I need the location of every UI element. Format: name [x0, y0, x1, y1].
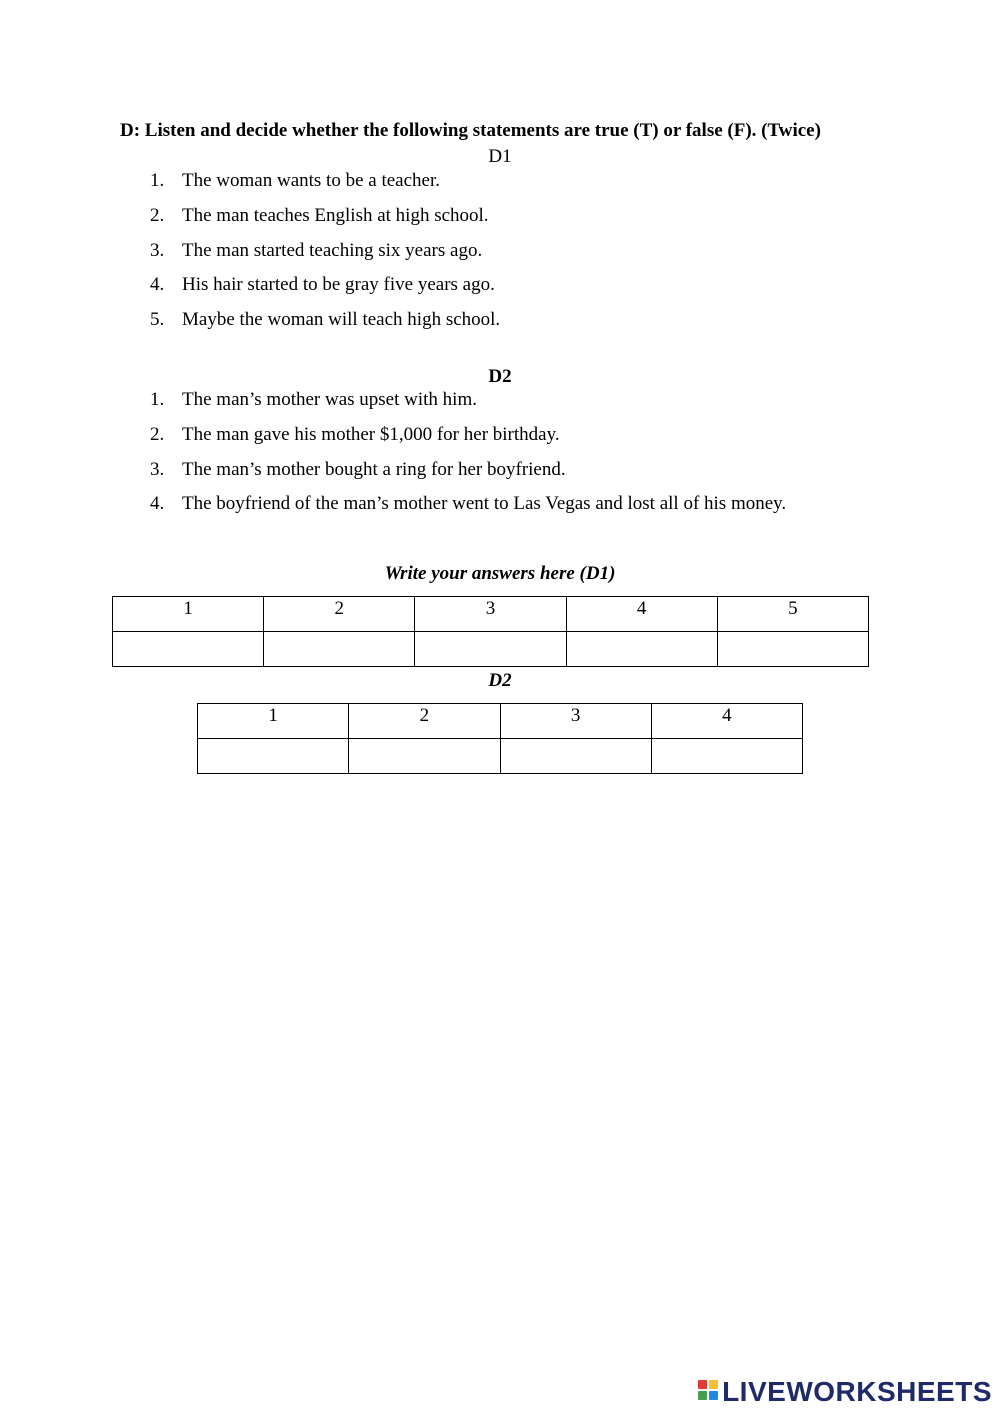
answer-header-cell: 5	[717, 597, 868, 632]
answer-header-cell: 2	[349, 704, 500, 739]
list-item: 1. The man’s mother was upset with him.	[150, 389, 477, 410]
list-item: 1. The woman wants to be a teacher.	[150, 170, 440, 191]
d2-answer-input-1[interactable]	[198, 739, 349, 774]
liveworksheets-logo	[698, 1377, 992, 1407]
d1-label: D1	[488, 146, 512, 167]
answer-header-cell: 4	[566, 597, 717, 632]
d1-answer-input-3[interactable]	[415, 632, 566, 667]
answer-header-cell: 2	[264, 597, 415, 632]
brand-name: LIVEWORKSHEETS	[722, 1376, 992, 1407]
answer-header-cell: 4	[651, 704, 802, 739]
d1-answer-table	[112, 596, 869, 667]
d1-answer-input-2[interactable]	[264, 632, 415, 667]
list-item: 5. Maybe the woman will teach high school.	[150, 309, 501, 331]
d1-answer-input-5[interactable]	[717, 632, 868, 667]
list-item: 4. The boyfriend of the man’s mother went to Las Vegas and lost all of his money.	[150, 493, 787, 515]
d2-label: D2	[488, 366, 512, 387]
answer-header-cell: 1	[113, 597, 264, 632]
list-item: 2. The man gave his mother $1,000 for her birthday.	[150, 423, 560, 445]
instructions-heading: D: Listen and decide whether the following statements are true (T) or false (F). (Twice)	[120, 120, 821, 141]
answer-header-cell: 3	[415, 597, 566, 632]
d2-answer-input-4[interactable]	[651, 739, 802, 774]
d2-answer-input-3[interactable]	[500, 739, 651, 774]
d1-answer-input-4[interactable]	[566, 632, 717, 667]
d1-answers-title: Write your answers here (D1)	[384, 563, 616, 584]
d2-answer-input-2[interactable]	[349, 739, 500, 774]
d2-answers-title: D2	[488, 670, 512, 691]
list-item: 3. The man started teaching six years ago.	[150, 239, 483, 261]
d1-statement-list	[150, 170, 500, 344]
colored-blocks-icon	[698, 1380, 720, 1404]
list-item: 2. The man teaches English at high school.	[150, 204, 489, 226]
answer-header-cell: 3	[500, 704, 651, 739]
d1-answer-input-1[interactable]	[113, 632, 264, 667]
answer-header-cell: 1	[198, 704, 349, 739]
list-item: 4. His hair started to be gray five years ago.	[150, 274, 495, 296]
d2-answer-table	[197, 703, 803, 774]
d2-statement-list	[150, 389, 786, 528]
list-item: 3. The man’s mother bought a ring for her boyfriend.	[150, 458, 566, 480]
